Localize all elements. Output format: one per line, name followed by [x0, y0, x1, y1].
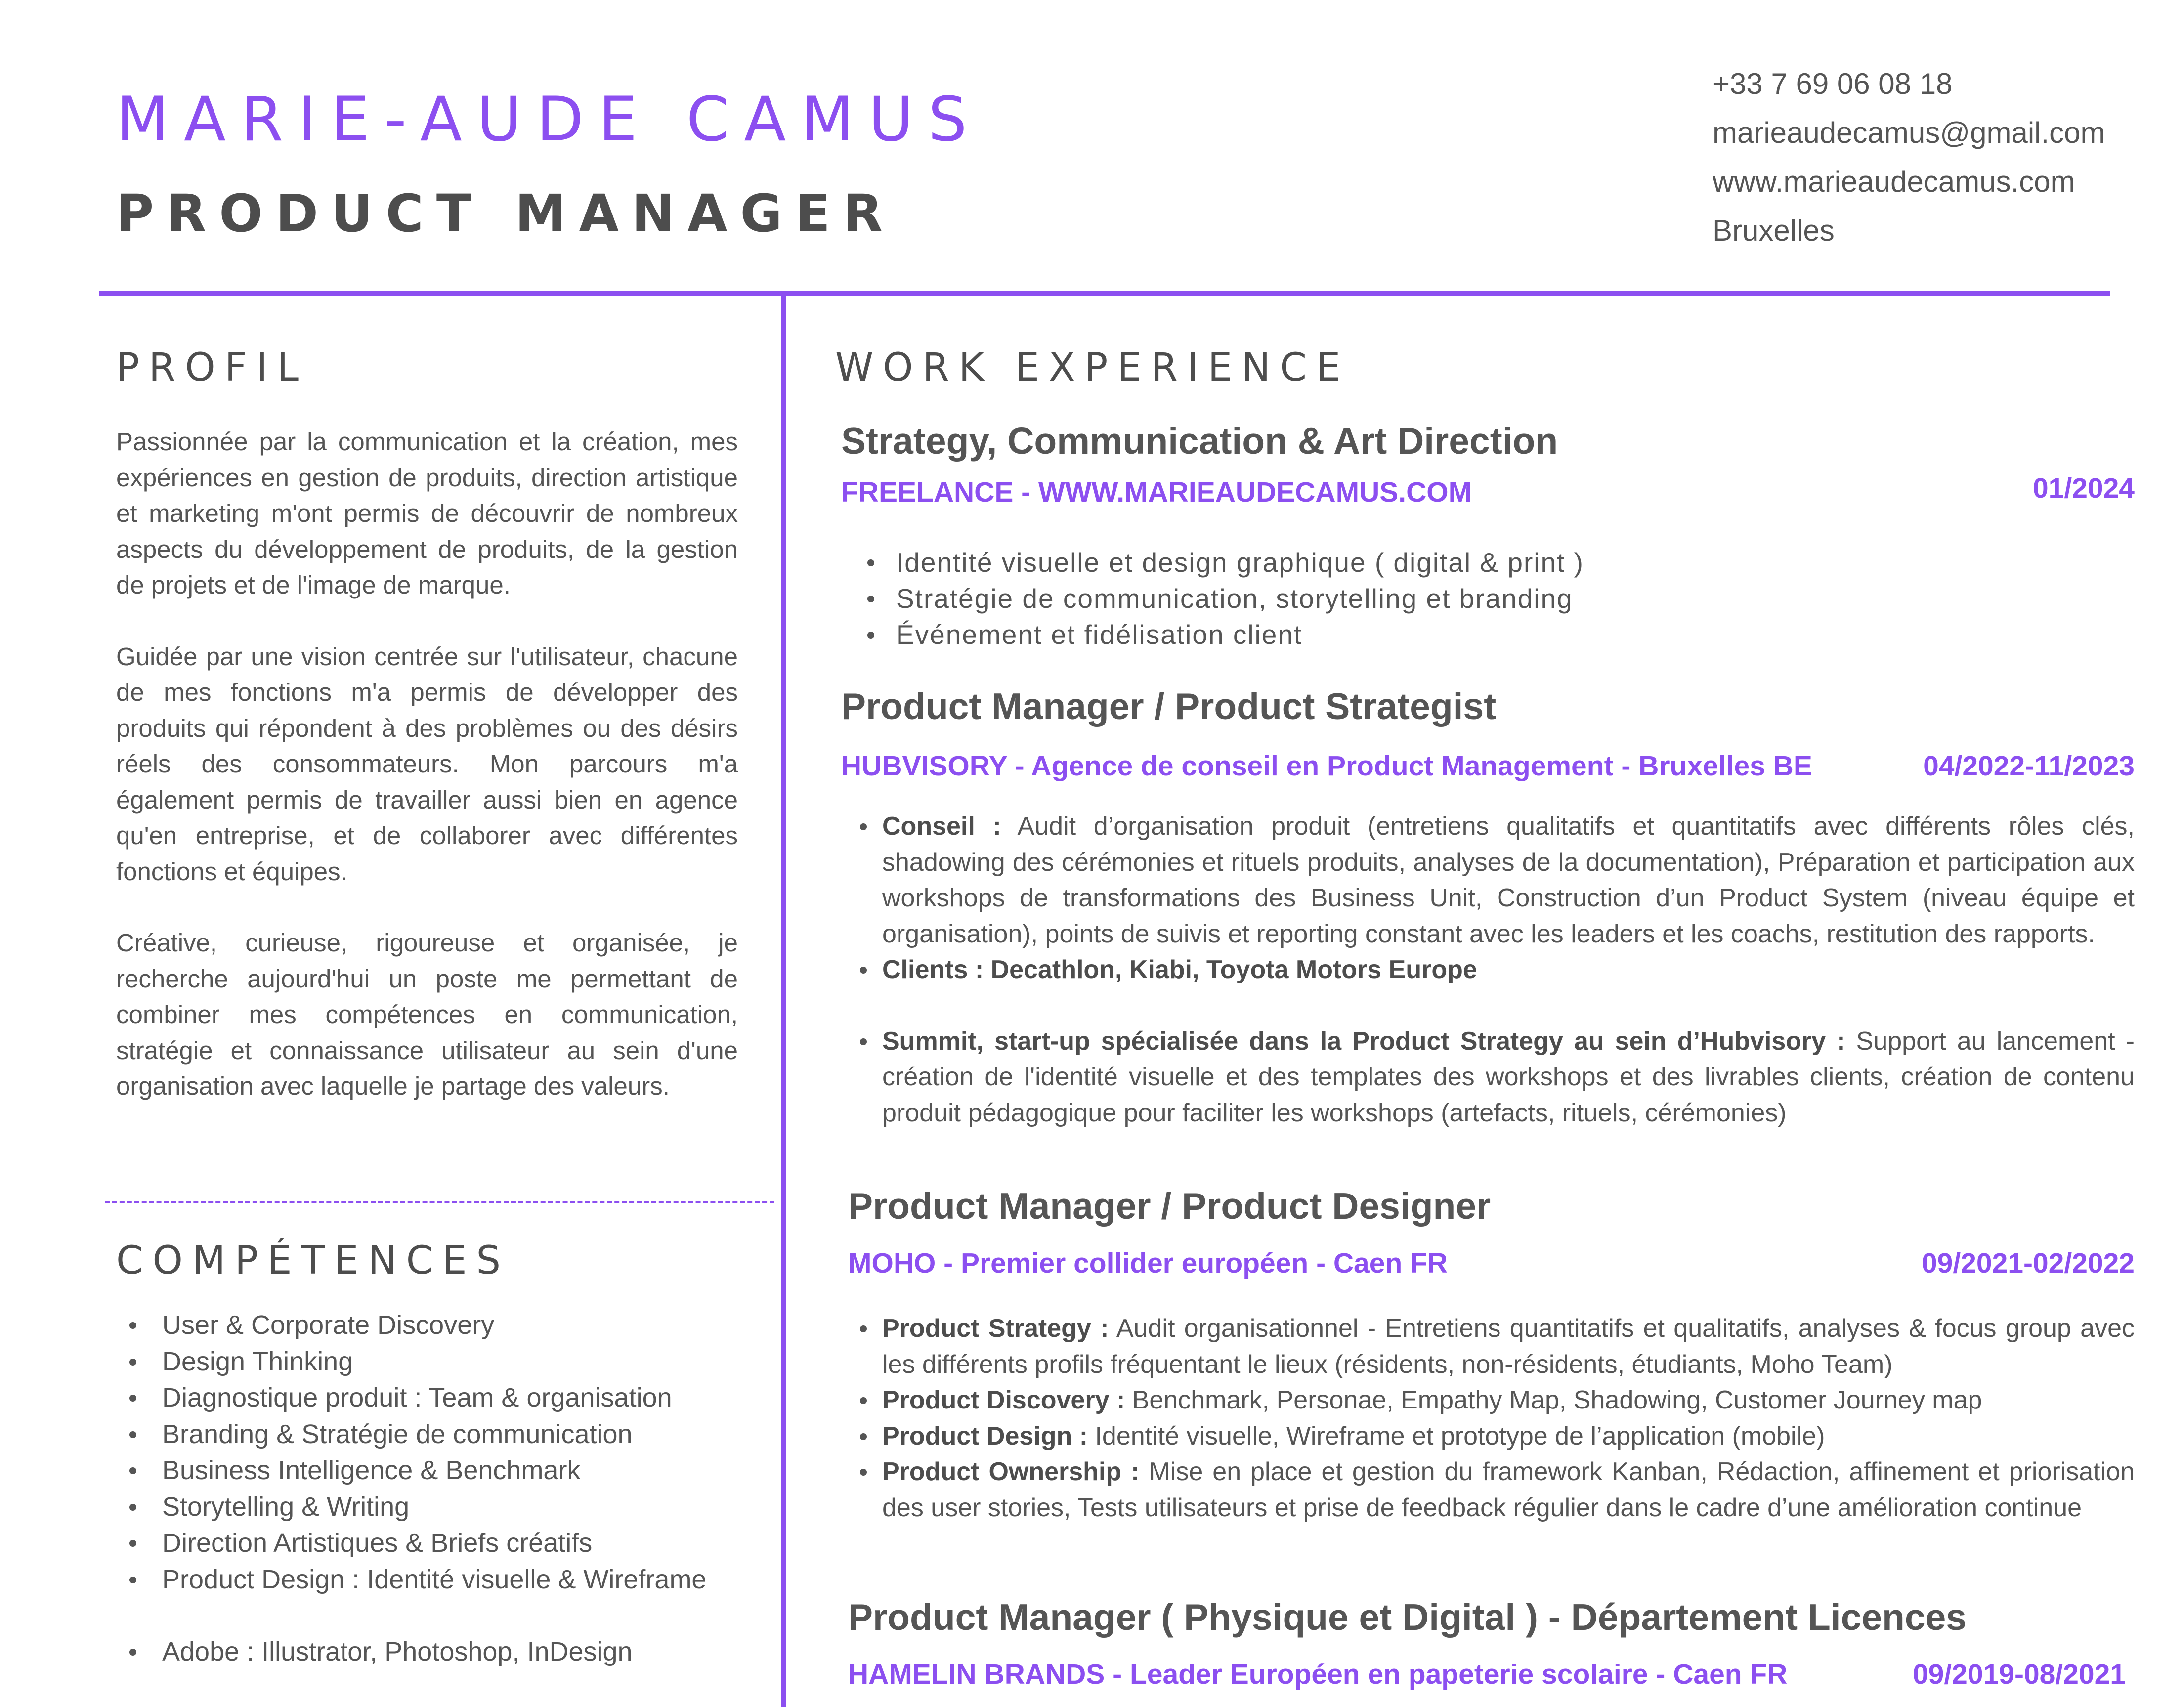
- bullet-text: Support au lancement - création de l'identité visuelle et des templates des workshops et des livrables clients, création de contenu produit pédagogique pour faciliter les workshops (artefacts, rituels, cérémonies): [882, 1026, 2135, 1127]
- job-role: Product Manager ( Physique et Digital ) - Département Licences: [848, 1596, 1967, 1638]
- skill-item: Adobe : Illustrator, Photoshop, InDesign: [116, 1634, 711, 1670]
- job-bullet: [853, 1454, 2135, 1526]
- job-bullet: [853, 1024, 2135, 1131]
- skill-item: Branding & Stratégie de communication: [116, 1416, 711, 1453]
- skill-item: User & Corporate Discovery: [116, 1307, 711, 1344]
- job-bullet: [853, 1382, 2135, 1418]
- profile-section: [116, 424, 738, 1140]
- profile-paragraph: Créative, curieuse, rigoureuse et organisée, je recherche aujourd'hui un poste me permettant de combiner mes compétences en communication, stratégie et connaissance utilisateur au sein d'une organisation avec laquelle je partage des valeurs.: [116, 929, 738, 1100]
- bullet-label: Conseil :: [882, 812, 1001, 841]
- job-bullets: [853, 809, 2135, 1131]
- job-date: 04/2022-11/2023: [1923, 750, 2135, 782]
- job-company: HAMELIN BRANDS - Leader Européen en papeterie scolaire - Caen FR: [848, 1659, 1788, 1690]
- job-bullets: [853, 1311, 2135, 1526]
- contact-email: marieaudecamus@gmail.com: [1713, 116, 2105, 149]
- skill-item: Business Intelligence & Benchmark: [116, 1452, 711, 1489]
- job-role: Strategy, Communication & Art Direction: [841, 420, 1558, 462]
- bullet-label: Product Ownership :: [882, 1457, 1140, 1486]
- candidate-name: MARIE-AUDE CAMUS: [116, 84, 982, 155]
- job-bullet: Stratégie de communication, storytelling et branding: [855, 581, 2081, 617]
- job-bullet: Événement et fidélisation client: [855, 617, 2081, 653]
- skills-heading: COMPÉTENCES: [116, 1238, 511, 1283]
- bullet-label: Product Discovery :: [882, 1386, 1125, 1414]
- candidate-title: PRODUCT MANAGER: [116, 183, 896, 244]
- profile-paragraph: Passionnée par la communication et la création, mes expériences en gestion de produits, direction artistique et marketing m'ont permis de découvrir de nombreux aspects du développement de produits, de la gestion de projets et de l'image de marque.: [116, 427, 738, 599]
- skill-item: Design Thinking: [116, 1344, 711, 1380]
- job-bullet: [853, 1418, 2135, 1454]
- contact-city: Bruxelles: [1713, 214, 1835, 247]
- bullet-text: Audit d’organisation produit (entretiens qualitatifs et quantitatifs avec différents rôles clés, shadowing des cérémonies et rituels produits, analyses de la documentation), Préparation et participation aux workshops de transformations des Business Unit, Construction d’un Product System (niveau équipe et organisation), points de suivis et reporting constant avec les leaders et les coachs, restitution des rapports.: [882, 812, 2135, 948]
- contact-block: [1713, 59, 2105, 255]
- contact-website: www.marieaudecamus.com: [1713, 165, 2075, 198]
- bullet-label: Clients : Decathlon, Kiabi, Toyota Motors Europe: [882, 955, 1477, 984]
- skill-item: Product Design : Identité visuelle & Wireframe: [116, 1562, 711, 1598]
- bullet-text: Audit organisationnel - Entretiens quantitatifs et qualitatifs, analyses & focus group avec les différents profils fréquentant le lieux (résidents, non-résidents, étudiants, Moho Team): [882, 1314, 2135, 1379]
- bullet-text: Benchmark, Personae, Empathy Map, Shadowing, Customer Journey map: [1125, 1386, 1982, 1414]
- job-company: FREELANCE - WWW.MARIEAUDECAMUS.COM: [841, 476, 1472, 508]
- job-role: Product Manager / Product Strategist: [841, 685, 1497, 727]
- profile-paragraph: Guidée par une vision centrée sur l'utilisateur, chacune de mes fonctions m'a permis de développer des produits qui répondent à des problèmes ou des désirs réels des consommateurs. Mon parcours m'a également permis de travailler aussi bien en agence qu'en entreprise, et de collaborer avec différentes fonctions et équipes.: [116, 642, 738, 886]
- profile-heading: PROFIL: [116, 345, 308, 390]
- section-divider: [105, 1201, 774, 1203]
- bullet-label: Summit, start-up spécialisée dans la Product Strategy au sein d’Hubvisory :: [882, 1026, 1845, 1056]
- header-divider: [99, 291, 2110, 296]
- bullet-label: Product Design :: [882, 1421, 1088, 1451]
- job-company: MOHO - Premier collider européen - Caen FR: [848, 1247, 1448, 1279]
- job-date: 09/2019-08/2021: [1912, 1659, 2126, 1690]
- skill-item: Storytelling & Writing: [116, 1489, 711, 1526]
- job-bullet: Identité visuelle et design graphique ( digital & print ): [855, 545, 2081, 581]
- bullet-text: Mise en place et gestion du framework Kanban, Rédaction, affinement et priorisation des user stories, Tests utilisateurs et prise de feedback régulier dans le cadre d’une amélioration continue: [882, 1457, 2135, 1522]
- column-divider: [781, 295, 786, 1707]
- bullet-text: Identité visuelle, Wireframe et prototype de l’application (mobile): [1088, 1421, 1825, 1451]
- contact-phone: +33 7 69 06 08 18: [1713, 67, 1953, 100]
- job-bullet: [853, 1311, 2135, 1382]
- job-bullet: [853, 952, 2135, 988]
- job-company: HUBVISORY - Agence de conseil en Product Management - Bruxelles BE: [841, 750, 1812, 782]
- skills-list: [116, 1307, 759, 1670]
- skill-item: Direction Artistiques & Briefs créatifs: [116, 1525, 711, 1562]
- job-bullets: [855, 545, 2081, 653]
- job-date: 09/2021-02/2022: [1921, 1247, 2135, 1279]
- job-role: Product Manager / Product Designer: [848, 1185, 1491, 1227]
- experience-heading: WORK EXPERIENCE: [835, 345, 1350, 390]
- skill-item: Diagnostique produit : Team & organisation: [116, 1380, 711, 1416]
- bullet-label: Product Strategy :: [882, 1314, 1109, 1343]
- job-date: 01/2024: [2032, 472, 2135, 504]
- job-bullet: [853, 809, 2135, 952]
